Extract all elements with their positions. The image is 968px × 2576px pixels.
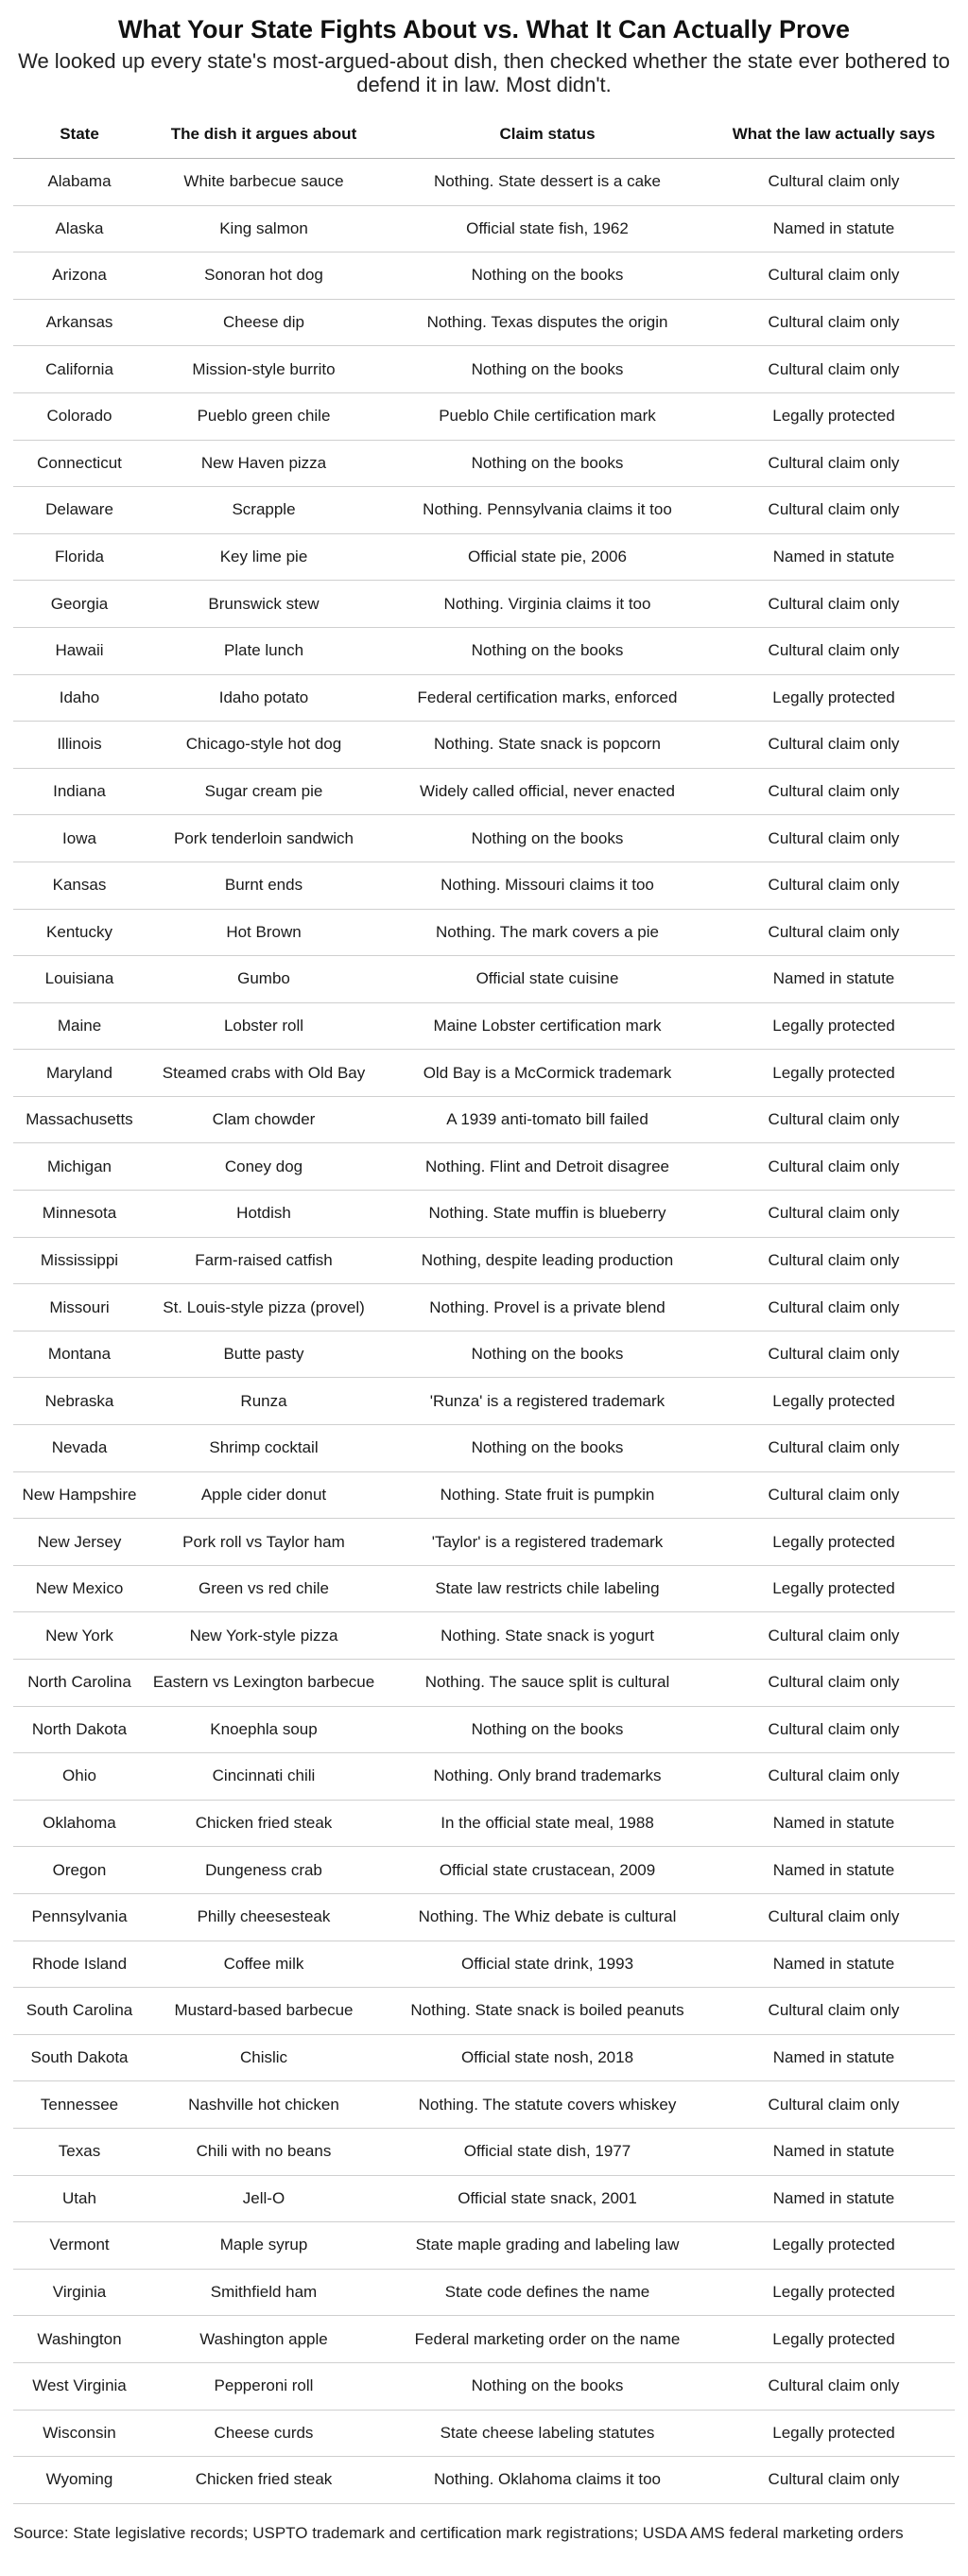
- claim-status-cell: Nothing. Provel is a private blend: [382, 1284, 713, 1332]
- table-row: [13, 1002, 955, 1050]
- state-cell: Oklahoma: [13, 1800, 146, 1847]
- claim-status-cell: State maple grading and labeling law: [382, 2222, 713, 2270]
- law-cell: Legally protected: [713, 1002, 955, 1050]
- state-cell: Hawaii: [13, 627, 146, 674]
- state-cell: New York: [13, 1612, 146, 1660]
- table-row: [13, 487, 955, 534]
- law-cell: Named in statute: [713, 1941, 955, 1988]
- claim-status-cell: Official state cuisine: [382, 956, 713, 1003]
- claim-status-cell: Nothing. Pennsylvania claims it too: [382, 487, 713, 534]
- table-row: [13, 1800, 955, 1847]
- state-cell: Louisiana: [13, 956, 146, 1003]
- claim-status-cell: Official state snack, 2001: [382, 2175, 713, 2222]
- table-row: [13, 1284, 955, 1332]
- state-cell: Maine: [13, 1002, 146, 1050]
- law-cell: Legally protected: [713, 392, 955, 440]
- law-cell: Cultural claim only: [713, 722, 955, 769]
- law-cell: Cultural claim only: [713, 2362, 955, 2410]
- table-row: [13, 1519, 955, 1566]
- dish-cell: Philly cheesesteak: [146, 1893, 382, 1941]
- claim-status-cell: In the official state meal, 1988: [382, 1800, 713, 1847]
- table-row: [13, 1753, 955, 1801]
- state-cell: Alabama: [13, 159, 146, 206]
- state-cell: Arkansas: [13, 299, 146, 346]
- claim-status-cell: Nothing. State fruit is pumpkin: [382, 1471, 713, 1519]
- state-cell: Arizona: [13, 252, 146, 300]
- law-cell: Cultural claim only: [713, 1425, 955, 1472]
- state-cell: Minnesota: [13, 1191, 146, 1238]
- state-cell: Wyoming: [13, 2457, 146, 2504]
- table-header-row: [13, 111, 955, 159]
- table-row: [13, 1893, 955, 1941]
- claim-status-cell: Maine Lobster certification mark: [382, 1002, 713, 1050]
- table-row: [13, 1988, 955, 2035]
- state-cell: Pennsylvania: [13, 1893, 146, 1941]
- state-cell: South Carolina: [13, 1988, 146, 2035]
- dish-cell: Clam chowder: [146, 1096, 382, 1143]
- state-cell: Nevada: [13, 1425, 146, 1472]
- dish-cell: Sugar cream pie: [146, 768, 382, 815]
- law-cell: Cultural claim only: [713, 909, 955, 956]
- table-row: [13, 440, 955, 487]
- state-cell: North Dakota: [13, 1706, 146, 1753]
- claim-status-cell: Nothing. State snack is yogurt: [382, 1612, 713, 1660]
- dish-cell: Chicago-style hot dog: [146, 722, 382, 769]
- claim-status-cell: Old Bay is a McCormick trademark: [382, 1050, 713, 1097]
- table-row: [13, 205, 955, 252]
- law-cell: Cultural claim only: [713, 299, 955, 346]
- dish-cell: Hotdish: [146, 1191, 382, 1238]
- state-cell: New Jersey: [13, 1519, 146, 1566]
- law-cell: Cultural claim only: [713, 1753, 955, 1801]
- state-cell: Colorado: [13, 392, 146, 440]
- law-cell: Legally protected: [713, 1050, 955, 1097]
- state-cell: Vermont: [13, 2222, 146, 2270]
- state-cell: West Virginia: [13, 2362, 146, 2410]
- table-row: [13, 1425, 955, 1472]
- law-cell: Named in statute: [713, 2175, 955, 2222]
- state-dish-table: [13, 111, 955, 2504]
- table-row: [13, 1847, 955, 1894]
- state-cell: Connecticut: [13, 440, 146, 487]
- state-cell: New Mexico: [13, 1565, 146, 1612]
- table-row: [13, 1612, 955, 1660]
- state-cell: Ohio: [13, 1753, 146, 1801]
- law-cell: Legally protected: [713, 1378, 955, 1425]
- claim-status-cell: Nothing. Only brand trademarks: [382, 1753, 713, 1801]
- law-cell: Cultural claim only: [713, 346, 955, 393]
- claim-status-cell: Nothing on the books: [382, 627, 713, 674]
- table-row: [13, 1237, 955, 1284]
- law-cell: Cultural claim only: [713, 440, 955, 487]
- claim-status-cell: Nothing on the books: [382, 346, 713, 393]
- law-cell: Cultural claim only: [713, 1331, 955, 1378]
- table-row: [13, 1096, 955, 1143]
- state-cell: Florida: [13, 533, 146, 581]
- claim-status-cell: Nothing, despite leading production: [382, 1237, 713, 1284]
- claim-status-cell: 'Runza' is a registered trademark: [382, 1378, 713, 1425]
- law-cell: Named in statute: [713, 2128, 955, 2175]
- dish-cell: Coffee milk: [146, 1941, 382, 1988]
- claim-status-cell: Nothing on the books: [382, 1706, 713, 1753]
- table-row: [13, 1660, 955, 1707]
- dish-cell: Chicken fried steak: [146, 2457, 382, 2504]
- state-cell: Indiana: [13, 768, 146, 815]
- state-cell: Georgia: [13, 581, 146, 628]
- table-row: [13, 1378, 955, 1425]
- claim-status-cell: Nothing. Flint and Detroit disagree: [382, 1143, 713, 1191]
- state-cell: Michigan: [13, 1143, 146, 1191]
- page-subtitle: We looked up every state's most-argued-about dish, then checked whether the state ever bothered to defend it in law. Most didn't.: [18, 49, 950, 96]
- dish-cell: Steamed crabs with Old Bay: [146, 1050, 382, 1097]
- dish-cell: Apple cider donut: [146, 1471, 382, 1519]
- claim-status-cell: Nothing on the books: [382, 440, 713, 487]
- table-row: [13, 909, 955, 956]
- table-row: [13, 2316, 955, 2363]
- law-cell: Cultural claim only: [713, 1988, 955, 2035]
- table-row: [13, 2362, 955, 2410]
- law-cell: Cultural claim only: [713, 862, 955, 909]
- state-cell: Oregon: [13, 1847, 146, 1894]
- table-row: [13, 299, 955, 346]
- page-title: What Your State Fights About vs. What It Can Actually Prove: [117, 15, 851, 44]
- law-cell: Named in statute: [713, 956, 955, 1003]
- claim-status-cell: Nothing. Texas disputes the origin: [382, 299, 713, 346]
- state-cell: Montana: [13, 1331, 146, 1378]
- dish-cell: Cheese dip: [146, 299, 382, 346]
- law-cell: Legally protected: [713, 1519, 955, 1566]
- dish-cell: Sonoran hot dog: [146, 252, 382, 300]
- claim-status-cell: Official state fish, 1962: [382, 205, 713, 252]
- claim-status-cell: Nothing. State dessert is a cake: [382, 159, 713, 206]
- dish-cell: King salmon: [146, 205, 382, 252]
- law-cell: Legally protected: [713, 2316, 955, 2363]
- claim-status-cell: Federal marketing order on the name: [382, 2316, 713, 2363]
- law-cell: Cultural claim only: [713, 1237, 955, 1284]
- table-row: [13, 1191, 955, 1238]
- dish-cell: Key lime pie: [146, 533, 382, 581]
- state-cell: Utah: [13, 2175, 146, 2222]
- claim-status-cell: Nothing. Missouri claims it too: [382, 862, 713, 909]
- dish-cell: Butte pasty: [146, 1331, 382, 1378]
- law-cell: Cultural claim only: [713, 815, 955, 862]
- state-cell: Texas: [13, 2128, 146, 2175]
- law-cell: Named in statute: [713, 1847, 955, 1894]
- table-row: [13, 2269, 955, 2316]
- claim-status-cell: Nothing. State snack is popcorn: [382, 722, 713, 769]
- claim-status-cell: Nothing. The mark covers a pie: [382, 909, 713, 956]
- table-row: [13, 252, 955, 300]
- dish-cell: New York-style pizza: [146, 1612, 382, 1660]
- state-cell: Massachusetts: [13, 1096, 146, 1143]
- table-row: [13, 1143, 955, 1191]
- table-row: [13, 956, 955, 1003]
- dish-cell: Jell-O: [146, 2175, 382, 2222]
- dish-cell: Maple syrup: [146, 2222, 382, 2270]
- dish-cell: Idaho potato: [146, 674, 382, 722]
- law-cell: Legally protected: [713, 2410, 955, 2457]
- dish-cell: Hot Brown: [146, 909, 382, 956]
- law-cell: Cultural claim only: [713, 2457, 955, 2504]
- law-cell: Cultural claim only: [713, 1706, 955, 1753]
- claim-status-cell: Official state drink, 1993: [382, 1941, 713, 1988]
- state-cell: North Carolina: [13, 1660, 146, 1707]
- table-row: [13, 2034, 955, 2081]
- dish-cell: Cheese curds: [146, 2410, 382, 2457]
- law-cell: Cultural claim only: [713, 1471, 955, 1519]
- law-cell: Named in statute: [713, 1800, 955, 1847]
- claim-status-cell: Nothing on the books: [382, 252, 713, 300]
- column-header-dish: The dish it argues about: [146, 111, 382, 159]
- law-cell: Legally protected: [713, 2269, 955, 2316]
- table-row: [13, 1706, 955, 1753]
- law-cell: Named in statute: [713, 2034, 955, 2081]
- dish-cell: Plate lunch: [146, 627, 382, 674]
- claim-status-cell: State law restricts chile labeling: [382, 1565, 713, 1612]
- state-cell: Iowa: [13, 815, 146, 862]
- claim-status-cell: Nothing. State snack is boiled peanuts: [382, 1988, 713, 2035]
- state-cell: Nebraska: [13, 1378, 146, 1425]
- claim-status-cell: A 1939 anti-tomato bill failed: [382, 1096, 713, 1143]
- state-cell: Alaska: [13, 205, 146, 252]
- claim-status-cell: Official state nosh, 2018: [382, 2034, 713, 2081]
- state-cell: Rhode Island: [13, 1941, 146, 1988]
- claim-status-cell: Nothing. The Whiz debate is cultural: [382, 1893, 713, 1941]
- table-header: [13, 111, 955, 159]
- law-cell: Cultural claim only: [713, 252, 955, 300]
- dish-cell: Runza: [146, 1378, 382, 1425]
- law-cell: Legally protected: [713, 2222, 955, 2270]
- claim-status-cell: Official state crustacean, 2009: [382, 1847, 713, 1894]
- law-cell: Cultural claim only: [713, 1096, 955, 1143]
- state-cell: South Dakota: [13, 2034, 146, 2081]
- claim-status-cell: Nothing on the books: [382, 2362, 713, 2410]
- table-row: [13, 1471, 955, 1519]
- law-cell: Legally protected: [713, 674, 955, 722]
- table-row: [13, 346, 955, 393]
- claim-status-cell: Nothing. Oklahoma claims it too: [382, 2457, 713, 2504]
- dish-cell: Pueblo green chile: [146, 392, 382, 440]
- table-row: [13, 768, 955, 815]
- dish-cell: Shrimp cocktail: [146, 1425, 382, 1472]
- source-note: Source: State legislative records; USPTO trademark and certification mark registrations; USDA AMS federal marketing orders: [13, 2523, 904, 2542]
- table-row: [13, 2128, 955, 2175]
- dish-cell: White barbecue sauce: [146, 159, 382, 206]
- table-row: [13, 2410, 955, 2457]
- table-row: [13, 862, 955, 909]
- table-row: [13, 674, 955, 722]
- claim-status-cell: Official state pie, 2006: [382, 533, 713, 581]
- table-row: [13, 2457, 955, 2504]
- claim-status-cell: Nothing. The sauce split is cultural: [382, 1660, 713, 1707]
- claim-status-cell: Pueblo Chile certification mark: [382, 392, 713, 440]
- dish-cell: New Haven pizza: [146, 440, 382, 487]
- law-cell: Cultural claim only: [713, 1143, 955, 1191]
- state-cell: Mississippi: [13, 1237, 146, 1284]
- state-cell: Virginia: [13, 2269, 146, 2316]
- claim-status-cell: Federal certification marks, enforced: [382, 674, 713, 722]
- law-cell: Cultural claim only: [713, 627, 955, 674]
- dish-cell: Gumbo: [146, 956, 382, 1003]
- dish-cell: Nashville hot chicken: [146, 2081, 382, 2129]
- dish-cell: Scrapple: [146, 487, 382, 534]
- column-header-state: State: [13, 111, 146, 159]
- dish-cell: Knoephla soup: [146, 1706, 382, 1753]
- claim-status-cell: 'Taylor' is a registered trademark: [382, 1519, 713, 1566]
- law-cell: Cultural claim only: [713, 768, 955, 815]
- dish-cell: Lobster roll: [146, 1002, 382, 1050]
- law-cell: Cultural claim only: [713, 1284, 955, 1332]
- dish-cell: Cincinnati chili: [146, 1753, 382, 1801]
- column-header-claim-status: Claim status: [382, 111, 713, 159]
- claim-status-cell: State cheese labeling statutes: [382, 2410, 713, 2457]
- table-row: [13, 533, 955, 581]
- table-row: [13, 581, 955, 628]
- column-header-law: What the law actually says: [713, 111, 955, 159]
- dish-cell: Burnt ends: [146, 862, 382, 909]
- dish-cell: Chicken fried steak: [146, 1800, 382, 1847]
- table-row: [13, 2175, 955, 2222]
- table-row: [13, 2222, 955, 2270]
- state-cell: Idaho: [13, 674, 146, 722]
- law-cell: Cultural claim only: [713, 159, 955, 206]
- law-cell: Cultural claim only: [713, 2081, 955, 2129]
- claim-status-cell: Nothing on the books: [382, 1425, 713, 1472]
- law-cell: Cultural claim only: [713, 487, 955, 534]
- dish-cell: Coney dog: [146, 1143, 382, 1191]
- law-cell: Cultural claim only: [713, 1612, 955, 1660]
- state-cell: Washington: [13, 2316, 146, 2363]
- law-cell: Cultural claim only: [713, 1893, 955, 1941]
- claim-status-cell: Nothing. The statute covers whiskey: [382, 2081, 713, 2129]
- dish-cell: Farm-raised catfish: [146, 1237, 382, 1284]
- claim-status-cell: State code defines the name: [382, 2269, 713, 2316]
- table-row: [13, 1050, 955, 1097]
- dish-cell: Chislic: [146, 2034, 382, 2081]
- dish-cell: Mustard-based barbecue: [146, 1988, 382, 2035]
- law-cell: Cultural claim only: [713, 581, 955, 628]
- table-row: [13, 1565, 955, 1612]
- law-cell: Cultural claim only: [713, 1191, 955, 1238]
- state-cell: Tennessee: [13, 2081, 146, 2129]
- state-cell: Delaware: [13, 487, 146, 534]
- dish-cell: Green vs red chile: [146, 1565, 382, 1612]
- table-row: [13, 815, 955, 862]
- dish-cell: Brunswick stew: [146, 581, 382, 628]
- state-cell: Kansas: [13, 862, 146, 909]
- claim-status-cell: Official state dish, 1977: [382, 2128, 713, 2175]
- table-body: [13, 159, 955, 2504]
- dish-cell: Pork roll vs Taylor ham: [146, 1519, 382, 1566]
- claim-status-cell: Nothing. State muffin is blueberry: [382, 1191, 713, 1238]
- law-cell: Named in statute: [713, 205, 955, 252]
- table-row: [13, 1331, 955, 1378]
- table-row: [13, 392, 955, 440]
- table-row: [13, 722, 955, 769]
- dish-cell: St. Louis-style pizza (provel): [146, 1284, 382, 1332]
- state-cell: Missouri: [13, 1284, 146, 1332]
- claim-status-cell: Nothing on the books: [382, 815, 713, 862]
- dish-cell: Smithfield ham: [146, 2269, 382, 2316]
- dish-cell: Dungeness crab: [146, 1847, 382, 1894]
- dish-cell: Pork tenderloin sandwich: [146, 815, 382, 862]
- claim-status-cell: Nothing on the books: [382, 1331, 713, 1378]
- law-cell: Named in statute: [713, 533, 955, 581]
- dish-cell: Pepperoni roll: [146, 2362, 382, 2410]
- law-cell: Cultural claim only: [713, 1660, 955, 1707]
- state-cell: Maryland: [13, 1050, 146, 1097]
- state-cell: Illinois: [13, 722, 146, 769]
- claim-status-cell: Nothing. Virginia claims it too: [382, 581, 713, 628]
- dish-cell: Mission-style burrito: [146, 346, 382, 393]
- state-cell: Wisconsin: [13, 2410, 146, 2457]
- state-cell: Kentucky: [13, 909, 146, 956]
- table-row: [13, 627, 955, 674]
- table-row: [13, 159, 955, 206]
- dish-cell: Washington apple: [146, 2316, 382, 2363]
- table-row: [13, 2081, 955, 2129]
- claim-status-cell: Widely called official, never enacted: [382, 768, 713, 815]
- dish-cell: Chili with no beans: [146, 2128, 382, 2175]
- dish-cell: Eastern vs Lexington barbecue: [146, 1660, 382, 1707]
- law-cell: Legally protected: [713, 1565, 955, 1612]
- state-cell: California: [13, 346, 146, 393]
- table-row: [13, 1941, 955, 1988]
- state-cell: New Hampshire: [13, 1471, 146, 1519]
